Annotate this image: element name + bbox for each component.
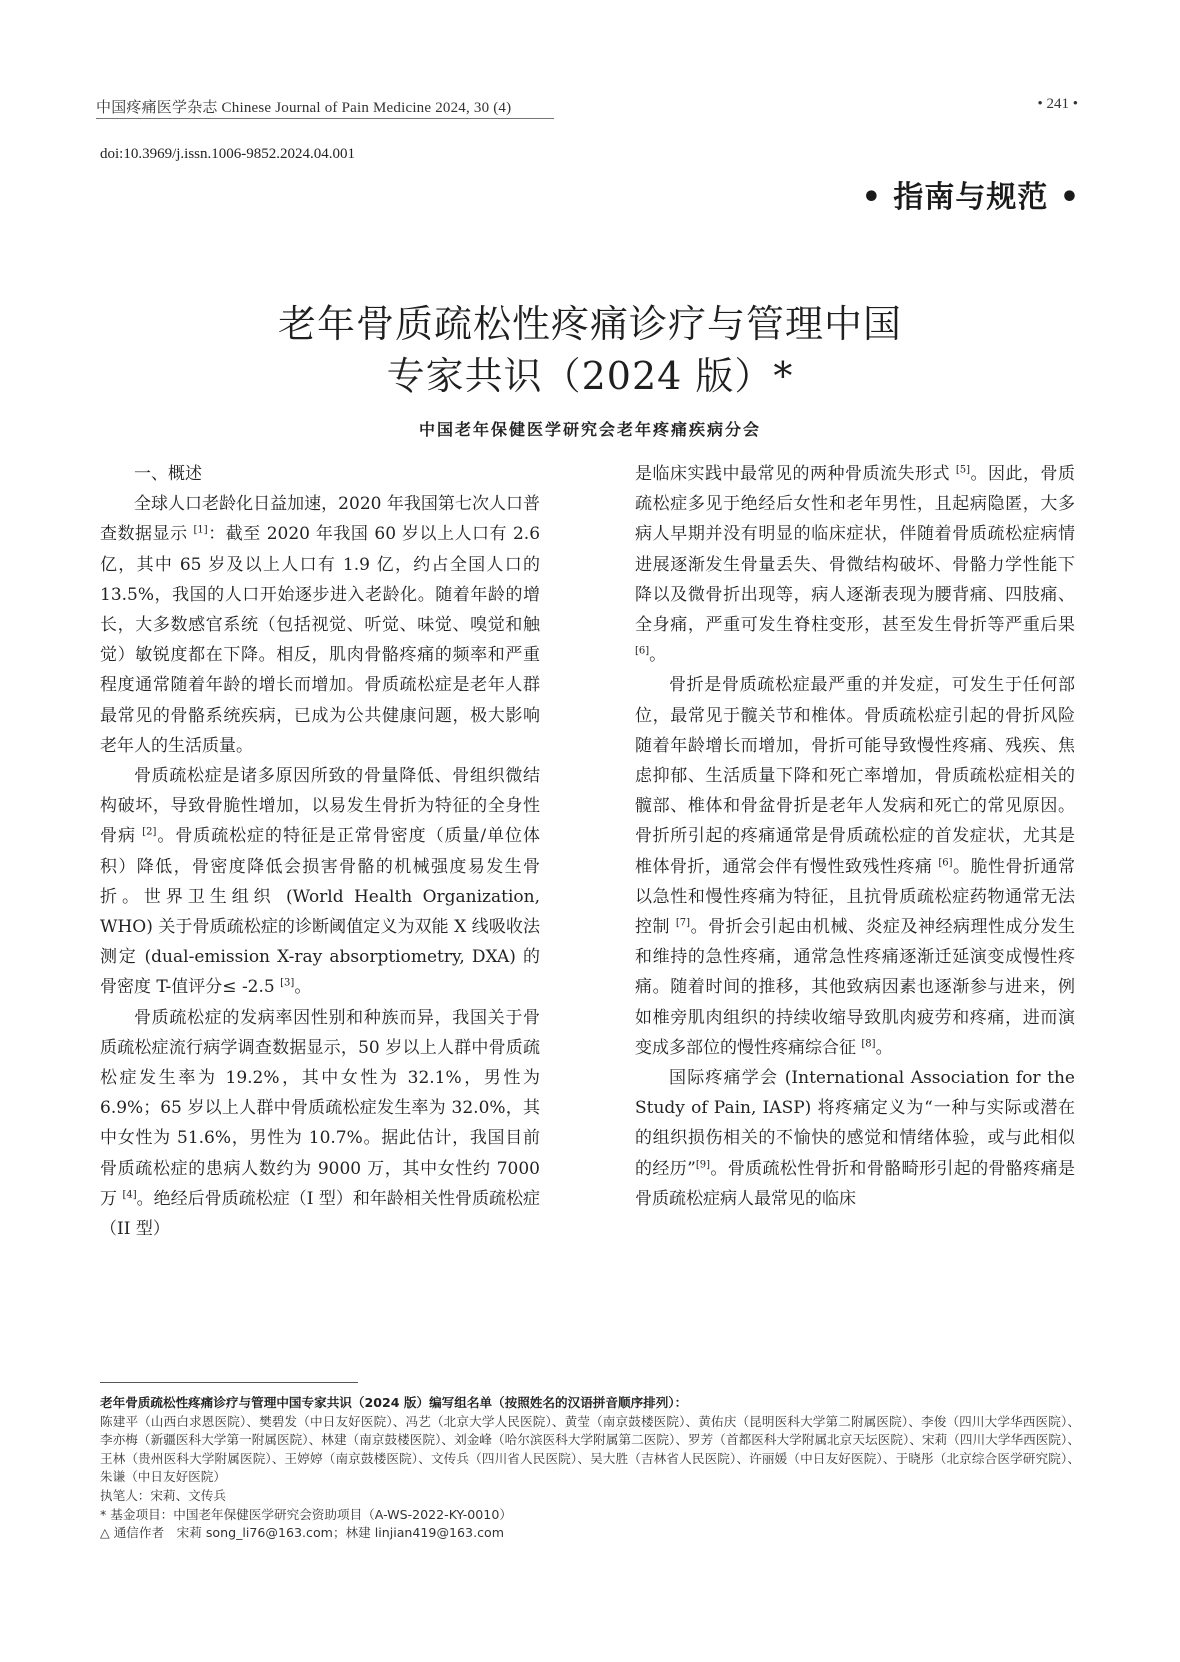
citation: [6] [938,856,953,868]
committee-members: 陈建平（山西白求恩医院）、樊碧发（中日友好医院）、冯艺（北京大学人民医院）、黄莹（南京鼓楼医院）、黄佑庆（昆明医科大学第二附属医院）、李俊（四川大学华西医院）、李亦梅（新疆医科大学第一附属医院）、林建（南京鼓楼医院）、刘金峰（哈尔滨医科大学附属第二医院）、罗芳（首都医科大学附属北京天坛医院）、宋莉（四川大学华西医院）、王林（贵州医科大学附属医院）、王婷婷（南京鼓楼医院）、文传兵（四川省人民医院）、吴大胜（吉林省人民医院）、许丽媛（中日友好医院）、于晓彤（北京综合医学研究院）、朱谦（中日友好医院） [100,1413,1080,1485]
funding-note: * 基金项目：中国老年保健医学研究会资助项目（A-WS-2022-KY-0010） [100,1506,512,1522]
running-head: 中国疼痛医学杂志 Chinese Journal of Pain Medicine 2024, 30 (4) [96,100,512,116]
article-title-line-1: 老年骨质疏松性疼痛诊疗与管理中国 [277,302,902,346]
left-column [100,459,540,1244]
paragraph: 全球人口老龄化日益加速，2020 年我国第七次人口普查数据显示 [1]：截至 2020 年我国 60 岁以上人口有 2.6 亿，其中 65 岁及以上人口有 1.9 亿，约占全国人口的 13.5%，我国的人口开始逐步进入老龄化。随着年龄的增长，大多数感官系统（包括视觉、听觉、味觉、嗅觉和触觉）敏锐度都在下降。相反，肌肉骨骼疼痛的频率和严重程度通常随着年龄的增长而增加。骨质疏松症是老年人群最常见的骨骼系统疾病，已成为公共健康问题，极大影响老年人的生活质量。 [100,494,541,756]
paragraph: 国际疼痛学会 (International Association for the Study of Pain, IASP) 将疼痛定义为“一种与实际或潜在的组织损伤相关的不愉快的感觉和情绪体验，或与此相似的经历”[9]。骨质疏松性骨折和骨骼畸形引起的骨骼疼痛是骨质疏松症病人最常见的临床 [635,1068,1075,1209]
doi: doi:10.3969/j.issn.1006-9852.2024.04.001 [100,146,356,162]
citation: [7] [675,917,691,929]
citation: [9] [695,1159,711,1171]
author-group: 中国老年保健医学研究会老年疼痛疾病分会 [418,420,761,439]
paragraph: 骨折是骨质疏松症最严重的并发症，可发生于任何部位，最常见于髋关节和椎体。骨质疏松症引起的骨折风险随着年龄增长而增加，骨折可能导致慢性疼痛、残疾、焦虑抑郁、生活质量下降和死亡率增加，骨质疏松症相关的髋部、椎体和骨盆骨折是老年人发病和死亡的常见原因。骨折所引起的疼痛通常是骨质疏松症的首发症状，尤其是椎体骨折，通常会伴有慢性致残性疼痛 [6]。脆性骨折通常以急性和慢性疼痛为特征，且抗骨质疏松症药物通常无法控制 [7]。骨折会引起由机械、炎症及神经病理性成分发生和维持的急性疼痛，通常急性疼痛逐渐迁延演变成慢性疼痛。随着时间的推移，其他致病因素也逐渐参与进来，例如椎旁肌肉组织的持续收缩导致肌肉疲劳和疼痛，进而演变成多部位的慢性疼痛综合征 [8]。 [635,675,1076,1058]
citation: [1] [193,524,208,536]
paragraph-continued: 是临床实践中最常见的两种骨质流失形式 [5]。因此，骨质疏松症多见于绝经后女性和老年男性，且起病隐匿，大多病人早期并没有明显的临床症状，伴随着骨质疏松症病情进展逐渐发生骨量丢失、骨微结构破坏、骨骼力学性能下降以及微骨折出现等，病人逐渐表现为腰背痛、四肢痛、全身痛，严重可发生脊柱变形，甚至发生骨折等严重后果 [6]。 [635,464,1075,666]
footnotes [100,1394,1080,1543]
committee-title: 老年骨质疏松性疼痛诊疗与管理中国专家共识（2024 版）编写组名单（按照姓名的汉语拼音顺序排列）： [100,1395,688,1410]
running-head-rule [96,118,554,119]
citation: [3] [280,977,295,989]
citation: [8] [861,1038,876,1050]
section-label: • 指南与规范 • [861,180,1080,215]
writers: 执笔人：宋莉、文传兵 [100,1487,226,1503]
citation: [4] [122,1189,137,1201]
paragraph: 骨质疏松症的发病率因性别和种族而异，我国关于骨质疏松症流行病学调查数据显示，50 岁以上人群中骨质疏松症发生率为 19.2%，其中女性为 32.1%，男性为 6.9%；65 岁以上人群中骨质疏松症发生率为 32.0%，其中女性为 51.6%，男性为 10.7%。据此估计，我国目前骨质疏松症的患病人数约为 9000 万，其中女性约 7000 万 [4]。绝经后骨质疏松症（I 型）和年龄相关性骨质疏松症（II 型） [100,1007,541,1240]
correspondence-note: △ 通信作者 宋莉 song_li76@163.com；林建 linjian419@163.com [100,1525,504,1541]
page-number: • 241 • [1037,96,1078,112]
footnote-rule [100,1382,358,1383]
paragraph: 骨质疏松症是诸多原因所致的骨量降低、骨组织微结构破坏，导致骨脆性增加，以易发生骨折为特征的全身性骨病 [2]。骨质疏松症的特征是正常骨密度（质量/单位体积）降低，骨密度降低会损害骨骼的机械强度易发生骨折。世界卫生组织 (World Health Organization, WHO) 关于骨质疏松症的诊断阈值定义为双能 X 线吸收法测定 (dual-emission X-ray absorptiometry, DXA) 的骨密度 T-值评分≤ -2.5 [3]。 [100,766,540,998]
right-column [635,459,1075,1214]
citation: [5] [955,464,971,476]
citation: [6] [635,645,650,657]
citation: [2] [142,826,157,838]
section-heading: 一、概述 [134,464,202,484]
article-title-line-2: 专家共识（2024 版）* [386,354,794,398]
